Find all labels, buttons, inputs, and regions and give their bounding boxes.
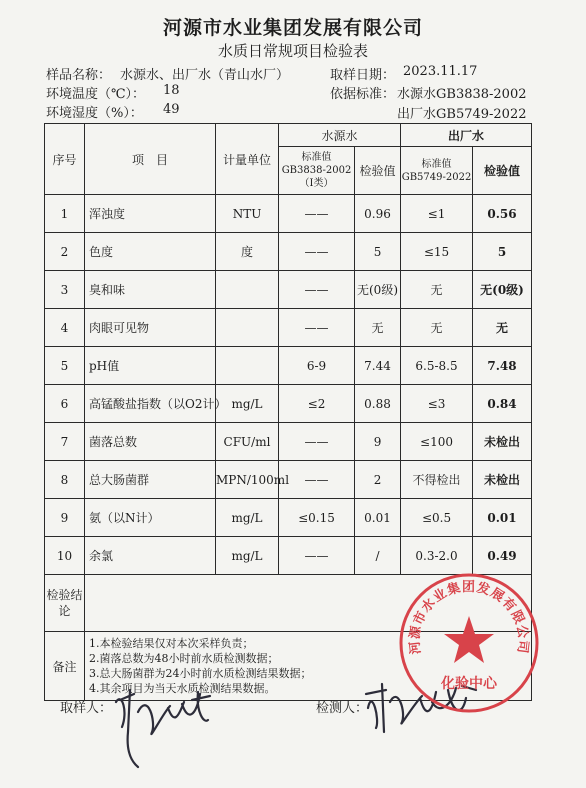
table-row [45, 423, 532, 461]
conclusion-label: 检验结论 [45, 575, 85, 632]
row-plant-value: 无 [473, 309, 532, 347]
row-item: 高锰酸盐指数（以O2计） [85, 385, 216, 423]
remark-line: 4.其余项目为当天水质检测结果数据。 [89, 682, 276, 695]
row-plant-standard: ≤100 [401, 423, 473, 461]
row-plant-value: 0.56 [473, 195, 532, 233]
row-number: 7 [45, 423, 85, 461]
sampling-date-value: 2023.11.17 [403, 64, 478, 79]
header-source-standard: 标准值 GB3838-2002 （Ⅰ类） [279, 147, 355, 195]
table-row [45, 347, 532, 385]
seal-center-text: 化验中心 [441, 676, 497, 692]
row-item: 菌落总数 [85, 423, 216, 461]
row-plant-standard: 6.5-8.5 [401, 347, 473, 385]
remarks-label: 备注 [45, 632, 85, 701]
row-source-standard: —— [279, 537, 355, 575]
row-number: 5 [45, 347, 85, 385]
row-plant-value: 未检出 [473, 423, 532, 461]
header-plant-water: 出厂水 [401, 124, 532, 147]
remark-line: 2.菌落总数为48小时前水质检测数据； [89, 652, 279, 665]
row-source-value: 9 [355, 423, 401, 461]
row-item: 肉眼可见物 [85, 309, 216, 347]
table-row [45, 537, 532, 575]
row-source-value: 0.01 [355, 499, 401, 537]
row-plant-value: 无(0级) [473, 271, 532, 309]
row-plant-value: 未检出 [473, 461, 532, 499]
row-number: 1 [45, 195, 85, 233]
row-source-standard: —— [279, 309, 355, 347]
header-item: 项 目 [85, 124, 216, 195]
table-row [45, 195, 532, 233]
row-plant-value: 0.49 [473, 537, 532, 575]
row-item: 浑浊度 [85, 195, 216, 233]
row-unit [216, 309, 279, 347]
sampler-label: 取样人： [60, 701, 113, 716]
row-source-standard: —— [279, 461, 355, 499]
row-number: 2 [45, 233, 85, 271]
remark-line: 1.本检验结果仅对本次采样负责； [89, 637, 254, 650]
row-plant-standard: 无 [401, 309, 473, 347]
row-source-value: 0.88 [355, 385, 401, 423]
row-unit: MPN/100ml [216, 461, 279, 499]
sampler-signature [108, 672, 218, 772]
row-unit: 度 [216, 233, 279, 271]
row-source-standard: —— [279, 233, 355, 271]
remark-line: 3.总大肠菌群为24小时前水质检测结果数据； [89, 667, 312, 680]
row-source-standard: —— [279, 195, 355, 233]
sample-name-label: 样品名称： [46, 68, 112, 83]
row-unit: NTU [216, 195, 279, 233]
row-unit: CFU/ml [216, 423, 279, 461]
row-number: 3 [45, 271, 85, 309]
row-plant-value: 0.01 [473, 499, 532, 537]
row-number: 10 [45, 537, 85, 575]
header-plant-value: 检验值 [473, 147, 532, 195]
row-source-standard: ≤2 [279, 385, 355, 423]
official-seal [396, 570, 542, 716]
row-number: 4 [45, 309, 85, 347]
row-item: 氨（以N计） [85, 499, 216, 537]
row-source-standard: ≤0.15 [279, 499, 355, 537]
organization-title: 河源市水业集团发展有限公司 [162, 17, 423, 39]
row-source-value: 无(0级) [355, 271, 401, 309]
row-plant-standard: 无 [401, 271, 473, 309]
table-row [45, 461, 532, 499]
row-plant-standard: 0.3-2.0 [401, 537, 473, 575]
row-unit: mg/L [216, 499, 279, 537]
row-number: 9 [45, 499, 85, 537]
temperature-value: 18 [163, 83, 180, 98]
temperature-label: 环境温度（℃）： [46, 87, 146, 102]
header-plant-standard: 标准值 GB5749-2022 [401, 147, 473, 195]
row-number: 8 [45, 461, 85, 499]
row-item: 余氯 [85, 537, 216, 575]
table-row [45, 385, 532, 423]
row-source-value: 无 [355, 309, 401, 347]
table-row [45, 233, 532, 271]
table-row [45, 499, 532, 537]
row-number: 6 [45, 385, 85, 423]
row-item: 总大肠菌群 [85, 461, 216, 499]
row-source-standard: —— [279, 271, 355, 309]
row-item: 臭和味 [85, 271, 216, 309]
row-source-value: 7.44 [355, 347, 401, 385]
row-plant-standard: ≤3 [401, 385, 473, 423]
row-plant-value: 0.84 [473, 385, 532, 423]
row-unit: mg/L [216, 385, 279, 423]
document-title: 水质日常规项目检验表 [217, 42, 368, 60]
standard-source-value: 水源水GB3838-2002 [397, 87, 527, 102]
table-row [45, 309, 532, 347]
sample-name-value: 水源水、出厂水（青山水厂） [120, 68, 290, 83]
humidity-value: 49 [163, 102, 180, 117]
row-source-value: 5 [355, 233, 401, 271]
row-plant-standard: ≤15 [401, 233, 473, 271]
tester-label: 检测人： [316, 701, 369, 716]
row-source-value: 0.96 [355, 195, 401, 233]
row-source-standard: 6-9 [279, 347, 355, 385]
standard-plant-value: 出厂水GB5749-2022 [397, 107, 527, 122]
seal-arc-text: 河源市水业集团发展有限公司 [407, 579, 531, 655]
row-item: pH值 [85, 347, 216, 385]
humidity-label: 环境湿度（%）： [46, 106, 143, 121]
table-row [45, 271, 532, 309]
row-plant-standard: ≤0.5 [401, 499, 473, 537]
row-plant-value: 5 [473, 233, 532, 271]
header-seq: 序号 [45, 124, 85, 195]
row-unit [216, 271, 279, 309]
row-plant-standard: 不得检出 [401, 461, 473, 499]
row-source-value: 2 [355, 461, 401, 499]
row-source-value: / [355, 537, 401, 575]
standard-label: 依据标准： [330, 87, 396, 102]
header-source-value: 检验值 [355, 147, 401, 195]
row-unit: mg/L [216, 537, 279, 575]
row-plant-standard: ≤1 [401, 195, 473, 233]
header-source-water: 水源水 [279, 124, 401, 147]
row-source-standard: —— [279, 423, 355, 461]
seal-star-icon [444, 616, 494, 663]
header-unit: 计量单位 [216, 124, 279, 195]
row-unit [216, 347, 279, 385]
sampling-date-label: 取样日期： [330, 68, 396, 83]
row-plant-value: 7.48 [473, 347, 532, 385]
row-item: 色度 [85, 233, 216, 271]
